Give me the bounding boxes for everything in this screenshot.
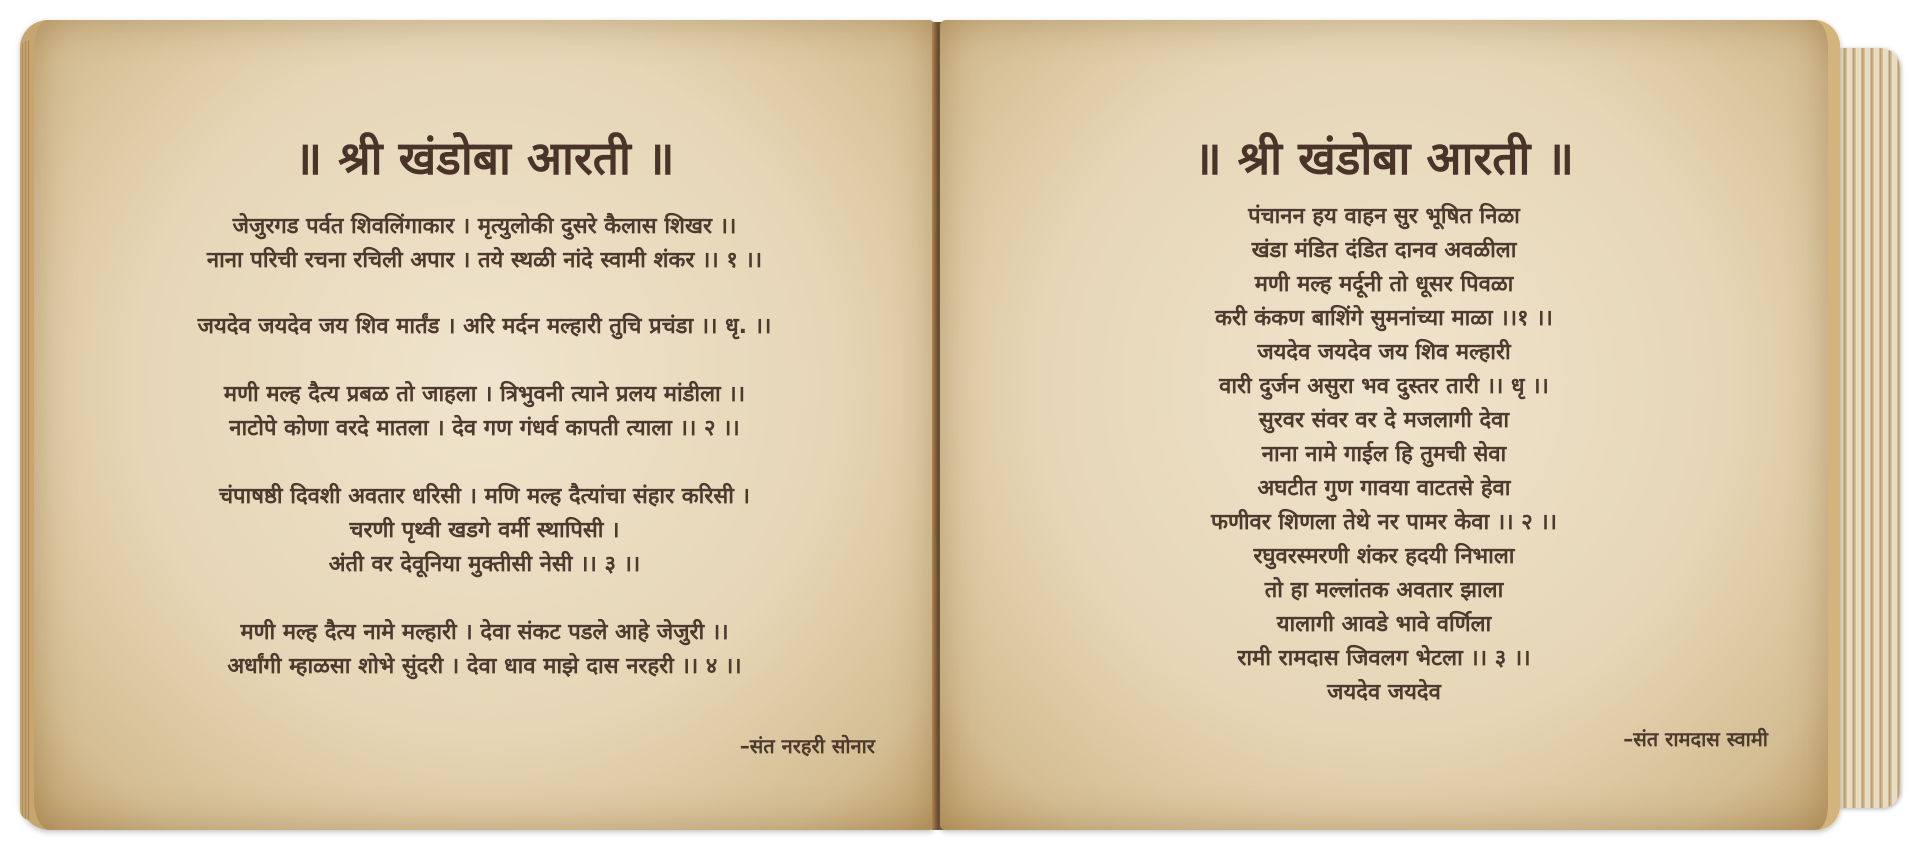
verse-line: रामी रामदास जिवलग भेटला ।। ३ ।। xyxy=(1237,646,1531,671)
left-page xyxy=(20,20,935,830)
left-stanza-3 xyxy=(34,480,935,582)
verse-line: तो हा मल्लांतक अवतार झाला xyxy=(1264,578,1504,603)
verse-line: चरणी पृथ्वी खडगे वर्मी स्थापिसी । xyxy=(349,518,620,543)
left-refrain xyxy=(34,310,935,344)
right-page-title: ॥ श्री खंडोबा आरती ॥ xyxy=(1194,131,1574,185)
left-stanza-1 xyxy=(34,210,935,278)
verse-line: करी कंकण बाशिंगे सुमनांच्या माळा ।।१ ।। xyxy=(1215,306,1553,331)
verse-line: जेजुरगड पर्वत शिवलिंगाकार । मृत्युलोकी दुसरे कैलास शिखर ।। xyxy=(232,214,737,239)
verse-line: नाना नामे गाईल हि तुमची सेवा xyxy=(1261,442,1507,467)
verse-line: सुरवर संवर वर दे मजलागी देवा xyxy=(1258,408,1510,433)
verse-line: जयदेव जयदेव xyxy=(1327,680,1441,705)
right-signature: –संत रामदास स्वामी xyxy=(1623,727,1768,751)
page-edges xyxy=(1838,48,1900,808)
right-verse xyxy=(940,200,1828,710)
verse-line: यालागी आवडे भावे वर्णिला xyxy=(1276,612,1492,637)
left-signature: –संत नरहरी सोनार xyxy=(739,734,875,758)
verse-line: मणी मल्ह दैत्य प्रबळ तो जाहला । त्रिभुवनी त्याने प्रलय मांडीला ।। xyxy=(223,382,746,407)
verse-line: अंती वर देवूनिया मुक्तीसी नेसी ।। ३ ।। xyxy=(328,552,641,577)
right-page xyxy=(940,20,1840,830)
verse-line: अर्धांगी म्हाळसा शोभे सुंदरी । देवा धाव माझे दास नरहरी ।। ४ ।। xyxy=(227,654,742,679)
open-book xyxy=(20,8,1900,840)
verse-line: मणी मल्ह दैत्य नामे मल्हारी । देवा संकट पडले आहे जेजुरी ।। xyxy=(240,620,729,645)
verse-line: फणीवर शिणला तेथे नर पामर केवा ।। २ ।। xyxy=(1210,510,1558,535)
verse-line: नाना परिची रचना रचिली अपार । तये स्थळी नांदे स्वामी शंकर ।। १ ।। xyxy=(206,248,763,273)
verse-line: रघुवरस्मरणी शंकर हदयी निभाला xyxy=(1253,544,1515,569)
verse-line: मणी मल्ह मर्दूनी तो धूसर पिवळा xyxy=(1254,272,1514,297)
verse-line: चंपाषष्ठी दिवशी अवतार धरिसी । मणि मल्ह दैत्यांचा संहार करिसी । xyxy=(219,484,750,509)
verse-line: पंचानन हय वाहन सुर भूषित निळा xyxy=(1248,204,1520,229)
verse-line: अघटीत गुण गावया वाटतसे हेवा xyxy=(1257,476,1511,501)
verse-line: जयदेव जयदेव जय शिव मल्हारी xyxy=(1257,340,1511,365)
verse-line: जयदेव जयदेव जय शिव मार्तंड । अरि मर्दन मल्हारी तुचि प्रचंडा ।। धृ. ।। xyxy=(197,314,772,339)
left-page-title: ॥ श्री खंडोबा आरती ॥ xyxy=(294,131,675,185)
left-stanza-2 xyxy=(34,378,935,446)
left-page-edges xyxy=(20,40,30,820)
verse-line: खंडा मंडित दंडित दानव अवळीला xyxy=(1251,238,1517,263)
verse-line: नाटोपे कोणा वरदे मातला । देव गण गंधर्व कापती त्याला ।। २ ।। xyxy=(229,416,740,441)
left-stanza-4 xyxy=(34,616,935,684)
verse-line: वारी दुर्जन असुरा भव दुस्तर तारी ।। धृ ।। xyxy=(1219,374,1549,399)
